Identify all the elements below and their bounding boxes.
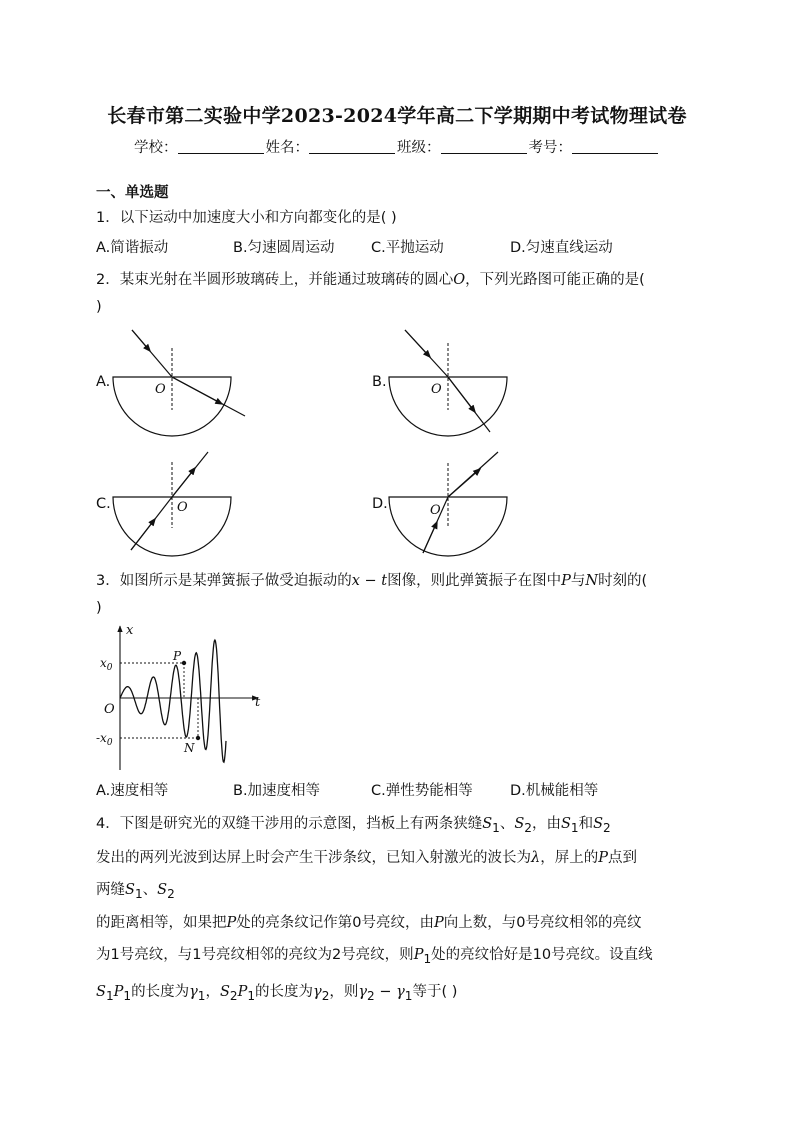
question-4-line-5: 为1号亮纹，与1号亮纹相邻的亮纹为2号亮纹，则$P_1$处的亮纹恰好是10号亮纹。设直线 (96, 947, 653, 966)
question-2-stem-close: ) (96, 299, 102, 315)
q2-label-b: B. (372, 374, 387, 390)
question-4-line-3: 两缝$S_1$、$S_2$ (96, 882, 175, 901)
point-n-dot (196, 736, 200, 740)
diagram-a (113, 330, 245, 436)
section-heading: 一、单选题 (96, 185, 169, 201)
question-1-stem: 1．以下运动中加速度大小和方向都变化的是( ) (96, 210, 397, 226)
question-4-line-2: 发出的两列光波到达屏上时会产生干涉条纹，已知入射激光的波长为λ，屏上的P点到 (96, 850, 637, 866)
question-2-stem: 2．某束光射在半圆形玻璃砖上，并能通过玻璃砖的圆心O，下列光路图可能正确的是( (96, 272, 645, 288)
question-3-stem-close: ) (96, 600, 102, 616)
x0-label: $x_0$ (100, 656, 113, 673)
question-4-line-1: 4．下图是研究光的双缝干涉用的示意图，挡板上有两条狭缝$S_1$、$S_2$，由$S_1$和$S_2$ (96, 816, 611, 835)
q1-option-d: D.匀速直线运动 (510, 240, 613, 256)
question-3-stem: 3．如图所示是某弹簧振子做受迫振动的x − t图像，则此弹簧振子在图中P与N时刻的( (96, 573, 648, 589)
origin-label: O (104, 702, 115, 717)
q1-option-b: B.匀速圆周运动 (233, 240, 335, 256)
school-label: 学校： (134, 140, 178, 156)
axis-x-label: x (126, 623, 134, 638)
exam-title: 长春市第二实验中学2023-2024学年高二下学期期中考试物理试卷 (107, 105, 687, 127)
label-o-a: O (155, 382, 166, 397)
q3-option-a: A.速度相等 (96, 783, 169, 799)
label-o-d: O (430, 503, 441, 518)
number-label: 考号： (528, 140, 572, 156)
q2-label-a: A. (96, 374, 111, 390)
q3-option-b: B.加速度相等 (233, 783, 321, 799)
point-p-dot (182, 661, 186, 665)
diagram-d (389, 452, 507, 556)
q1-option-c: C.平抛运动 (371, 240, 444, 256)
q2-label-c: C. (96, 496, 111, 512)
point-p-label: P (173, 649, 182, 663)
diagram-c (113, 452, 231, 556)
point-n-label: N (184, 741, 195, 755)
q3-option-d: D.机械能相等 (510, 783, 599, 799)
xt-graph (92, 620, 272, 772)
question-4-line-4: 的距离相等，如果把P处的亮条纹记作第0号亮纹，由P向上数，与0号亮纹相邻的亮纹 (96, 915, 642, 931)
q3-option-c: C.弹性势能相等 (371, 783, 473, 799)
q2-label-d: D. (372, 496, 388, 512)
question-4-line-6: $S_1P_1$的长度为$\gamma_1$，$S_2P_1$的长度为$\gamma_2$，则$\gamma_2 - \gamma_1$等于( ) (96, 984, 458, 1003)
label-o-b: O (431, 382, 442, 397)
class-label: 班级： (397, 140, 441, 156)
name-label: 姓名： (265, 140, 309, 156)
neg-x0-label: $-x_0$ (96, 731, 113, 748)
label-o-c: O (177, 500, 188, 515)
axis-t-label: t (255, 695, 261, 710)
diagram-b (389, 330, 507, 436)
q1-option-a: A.简谐振动 (96, 240, 169, 256)
